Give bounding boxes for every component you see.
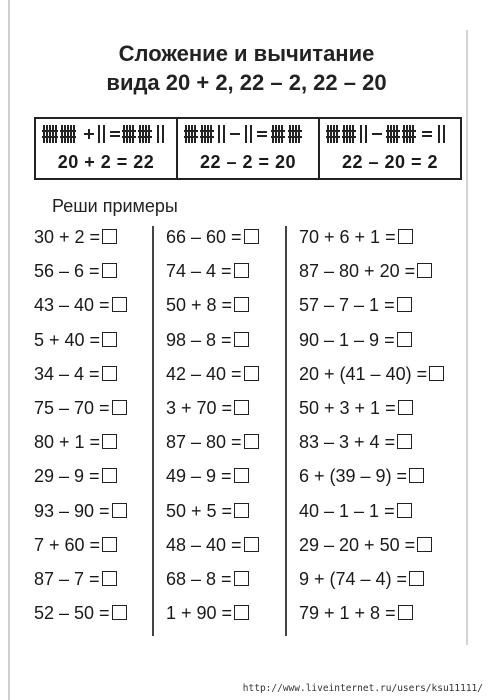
answer-box[interactable]: [234, 468, 249, 483]
problem-text: 42 – 40 =: [166, 363, 242, 384]
page-subtitle: вида 20 + 2, 22 – 2, 22 – 20: [106, 70, 387, 95]
answer-box[interactable]: [417, 537, 432, 552]
problem-row: [299, 258, 432, 284]
answer-box[interactable]: [429, 366, 444, 381]
problem-text: 5 + 40 =: [34, 329, 101, 350]
problem-row: [166, 258, 249, 284]
column-divider: [285, 226, 287, 636]
problem-row: [34, 292, 127, 318]
problem-row: [34, 463, 117, 489]
problem-row: [166, 361, 259, 387]
problem-row: [34, 395, 127, 421]
problem-row: [34, 566, 117, 592]
problem-text: 50 + 3 + 1 =: [299, 398, 396, 418]
problem-row: [166, 600, 249, 626]
problem-row: [34, 498, 127, 524]
answer-box[interactable]: [234, 263, 249, 278]
example-subtraction-tens: [320, 119, 460, 178]
problem-row: [34, 532, 117, 558]
problem-text: 50 + 5 =: [166, 500, 233, 521]
problem-text: 70 + 6 + 1 =: [299, 227, 396, 247]
answer-box[interactable]: [409, 571, 424, 586]
problem-text: 9 + (74 – 4) =: [299, 569, 408, 589]
problem-text: 80 + 1 =: [34, 432, 101, 453]
problem-text: 74 – 4 =: [166, 261, 232, 282]
problem-text: 90 – 1 – 9 =: [299, 329, 395, 350]
problem-text: 29 – 20 + 50 =: [299, 534, 416, 555]
page-title: Сложение и вычитание: [118, 41, 375, 66]
answer-box[interactable]: [102, 263, 117, 278]
problem-row: [166, 566, 249, 592]
problem-text: 75 – 70 =: [34, 398, 110, 418]
problem-row: [299, 532, 432, 558]
problem-text: 87 – 80 + 20 =: [299, 261, 416, 282]
problem-text: 7 + 60 =: [34, 534, 101, 555]
example-equation: 22 – 20 = 2: [341, 152, 439, 172]
problem-row: [166, 292, 249, 318]
answer-box[interactable]: [409, 468, 424, 483]
answer-box[interactable]: [102, 468, 117, 483]
answer-box[interactable]: [112, 605, 127, 620]
problem-text: 87 – 7 =: [34, 569, 100, 589]
examples-panel: [34, 117, 462, 180]
problem-row: [166, 532, 259, 558]
problem-text: 83 – 3 + 4 =: [299, 432, 396, 453]
answer-box[interactable]: [234, 571, 249, 586]
problem-text: 20 + (41 – 40) =: [299, 363, 428, 384]
problem-row: [299, 395, 413, 421]
answer-box[interactable]: [102, 229, 117, 244]
problem-text: 56 – 6 =: [34, 261, 100, 282]
answer-box[interactable]: [398, 400, 413, 415]
answer-box[interactable]: [102, 537, 117, 552]
problem-text: 48 – 40 =: [166, 534, 242, 555]
problem-row: [299, 429, 412, 455]
problem-text: 34 – 4 =: [34, 363, 100, 384]
answer-box[interactable]: [112, 400, 127, 415]
problem-row: [34, 327, 117, 353]
problem-text: 98 – 8 =: [166, 329, 232, 350]
problem-text: 3 + 70 =: [166, 398, 233, 418]
problem-row: [299, 463, 424, 489]
problem-text: 43 – 40 =: [34, 295, 110, 316]
answer-box[interactable]: [397, 503, 412, 518]
example-subtraction-units: [178, 119, 320, 178]
answer-box[interactable]: [102, 571, 117, 586]
example-addition: [36, 119, 178, 178]
tally-sticks-addition-icon: [42, 124, 172, 144]
answer-box[interactable]: [112, 503, 127, 518]
answer-box[interactable]: [102, 332, 117, 347]
problem-row: [299, 566, 424, 592]
answer-box[interactable]: [417, 263, 432, 278]
answer-box[interactable]: [244, 537, 259, 552]
problem-text: 68 – 8 =: [166, 569, 232, 589]
answer-box[interactable]: [244, 229, 259, 244]
answer-box[interactable]: [234, 297, 249, 312]
example-equation: 22 – 2 = 20: [199, 152, 297, 172]
problem-text: 79 + 1 + 8 =: [299, 603, 396, 624]
source-url: http://www.liveinternet.ru/users/ksu11111/: [242, 683, 483, 694]
problem-row: [299, 498, 412, 524]
answer-box[interactable]: [398, 605, 413, 620]
answer-box[interactable]: [102, 434, 117, 449]
problem-text: 52 – 50 =: [34, 603, 110, 624]
instruction: Реши примеры: [52, 196, 178, 216]
problem-row: [166, 463, 249, 489]
problem-row: [299, 224, 413, 250]
answer-box[interactable]: [234, 503, 249, 518]
answer-box[interactable]: [234, 332, 249, 347]
answer-box[interactable]: [112, 297, 127, 312]
problem-row: [34, 600, 127, 626]
answer-box[interactable]: [102, 366, 117, 381]
problem-text: 29 – 9 =: [34, 466, 100, 487]
answer-box[interactable]: [234, 400, 249, 415]
tally-sticks-subtraction-tens-icon: [326, 124, 456, 144]
problem-text: 30 + 2 =: [34, 227, 101, 247]
problem-row: [34, 361, 117, 387]
column-divider: [152, 226, 154, 636]
answer-box[interactable]: [244, 366, 259, 381]
problem-text: 50 + 8 =: [166, 295, 233, 316]
problem-row: [34, 429, 117, 455]
answer-box[interactable]: [397, 434, 412, 449]
problem-text: 6 + (39 – 9) =: [299, 466, 408, 487]
problem-row: [299, 292, 412, 318]
problem-text: 40 – 1 – 1 =: [299, 500, 395, 521]
example-equation: 20 + 2 = 22: [57, 152, 155, 172]
answer-box[interactable]: [398, 229, 413, 244]
problem-row: [299, 327, 412, 353]
answer-box[interactable]: [244, 434, 259, 449]
problem-row: [166, 498, 249, 524]
problem-row: [166, 224, 259, 250]
problem-row: [299, 600, 413, 626]
tally-sticks-subtraction-icon: [184, 124, 314, 144]
problem-text: 93 – 90 =: [34, 500, 110, 521]
page-edge-right: [466, 30, 468, 645]
problem-text: 49 – 9 =: [166, 466, 232, 487]
problem-row: [166, 327, 249, 353]
problem-row: [34, 224, 117, 250]
problem-row: [34, 258, 117, 284]
problem-text: 1 + 90 =: [166, 603, 233, 624]
page-edge-left: [8, 0, 10, 700]
problem-row: [299, 361, 444, 387]
problem-text: 57 – 7 – 1 =: [299, 295, 395, 316]
problem-text: 66 – 60 =: [166, 227, 242, 247]
problem-text: 87 – 80 =: [166, 432, 242, 453]
problem-row: [166, 429, 259, 455]
answer-box[interactable]: [397, 332, 412, 347]
answer-box[interactable]: [397, 297, 412, 312]
problem-row: [166, 395, 249, 421]
answer-box[interactable]: [234, 605, 249, 620]
